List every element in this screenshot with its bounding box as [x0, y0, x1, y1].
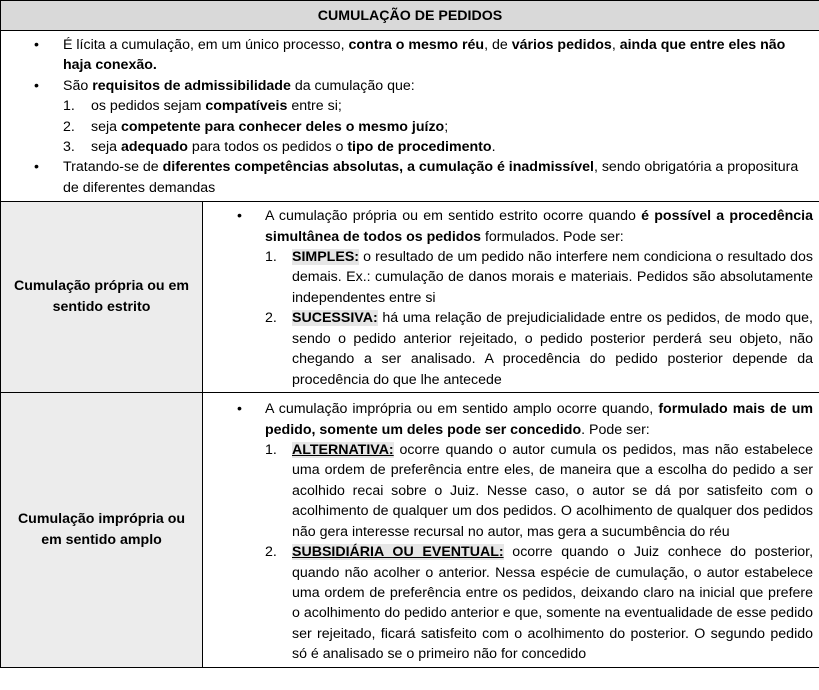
- list-item: • É lícita a cumulação, em um único processo, contra o mesmo réu, de vários pedidos, ainda que entre eles não haja conexão.: [34, 37, 786, 74]
- table-title: CUMULAÇÃO DE PEDIDOS: [1, 1, 819, 31]
- type-item: 1. SIMPLES: o resultado de um pedido não interfere nem condiciona o resultado dos demais. Ex.: cumulação de danos morais e materiais. Pedidos são absolutamente independentes entre si: [265, 249, 814, 306]
- impropria-label: Cumulação imprópria ou em sentido amplo: [1, 393, 203, 667]
- requirement-item: 2. seja competente para conhecer deles o mesmo juízo;: [63, 118, 449, 135]
- bullet-icon: •: [34, 37, 39, 53]
- propria-content: [203, 202, 819, 393]
- bullet-icon: •: [237, 401, 242, 418]
- type-item: 2. SUCESSIVA: há uma relação de prejudicialidade entre os pedidos, de modo que, sendo o pedido anterior rejeitado, o pedido posterior perderá seu objeto, não chegando a ser analisado. A procedência do pedido posterior depende da procedência do que lhe antecede: [265, 310, 814, 388]
- general-rules-cell: [1, 31, 819, 202]
- requirement-item: 1. os pedidos sejam compatíveis entre si;: [63, 98, 342, 115]
- propria-label: Cumulação própria ou em sentido estrito: [1, 202, 203, 393]
- type-item: 1. ALTERNATIVA: ocorre quando o autor cumula os pedidos, mas não estabelece uma ordem de preferência entre eles, de maneira que a escolha do pedido a ser acolhido recai sobre o Juiz. Nesse caso, o autor se dá por satisfeito com o acolhimento de qualquer um dos pedidos. O acolhimento de qualquer dos pedidos não gera interesse recursal no autor, mas gera a sucumbência do réu: [265, 442, 814, 540]
- impropria-content: [203, 393, 819, 667]
- list-item: • A cumulação própria ou em sentido estrito ocorre quando é possível a procedência simultânea de todos os pedidos formulados. Pode ser:: [237, 208, 814, 245]
- bullet-icon: •: [34, 159, 39, 176]
- bullet-icon: •: [237, 208, 242, 225]
- list-item: • A cumulação imprópria ou em sentido amplo ocorre quando, formulado mais de um pedido, somente um deles pode ser concedido. Pode ser:: [237, 401, 814, 438]
- bullet-icon: •: [34, 77, 39, 94]
- list-item: • São requisitos de admissibilidade da cumulação que:: [1, 76, 819, 96]
- requirement-item: 3. seja adequado para todos os pedidos o tipo de procedimento.: [63, 139, 496, 156]
- type-item: 2. SUBSIDIÁRIA OU EVENTUAL: ocorre quando o Juiz conhece do posterior, quando não acolher o anterior. Nessa espécie de cumulação, o autor estabelece uma ordem de preferência entre os pedidos, deixando claro na inicial que prefere o acolhimento do pedido anterior e que, somente na eventualidade de esse pedido ser rejeitado, ficará satisfeito com o acolhimento do posterior. O segundo pedido só é analisado se o primeiro não for concedido: [265, 544, 814, 663]
- list-item: • Tratando-se de diferentes competências absolutas, a cumulação é inadmissível, sendo obrigatória a propositura de diferentes demandas: [34, 159, 799, 196]
